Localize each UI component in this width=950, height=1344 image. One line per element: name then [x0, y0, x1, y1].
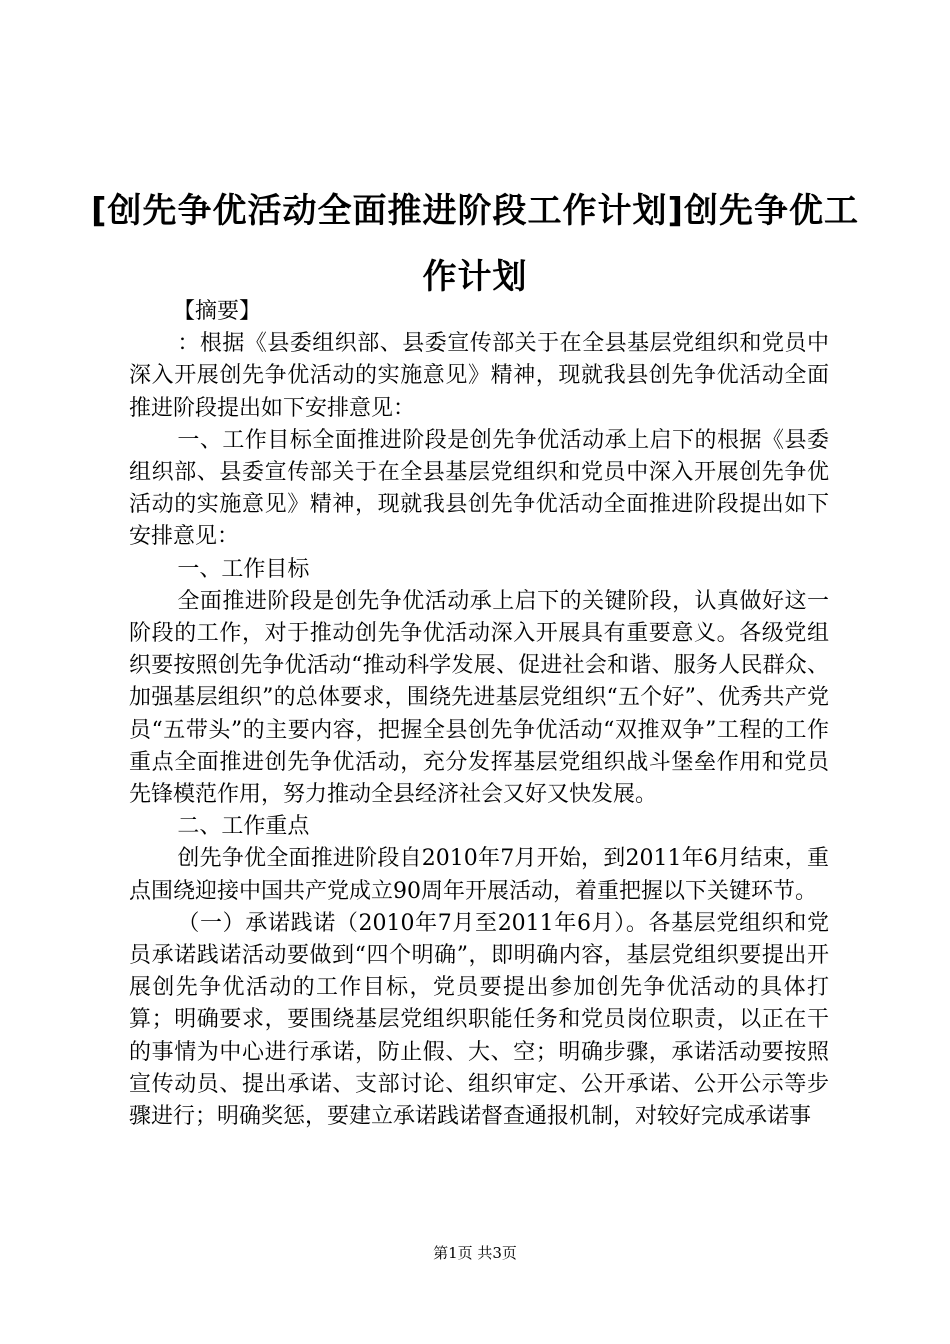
abstract-label: 【摘要】: [173, 299, 262, 324]
paragraph: 全面推进阶段是创先争优活动承上启下的关键阶段，认真做好这一阶段的工作，对于推动创先争优活动深入开展具有重要意义。各级党组织要按照创先争优活动“推动科学发展、促进社会和谐、服务人民群众、加强基层组织”的总体要求，围绕先进基层党组织“五个好”、优秀共产党员“五带头”的主要内容，把握全县创先争优活动“双推双争”工程的工作重点全面推进创先争优活动，充分发挥基层党组织战斗堡垒作用和党员先锋模范作用，努力推动全县经济社会又好又快发展。: [129, 588, 829, 808]
section-heading: 一、工作目标: [177, 556, 310, 582]
page-footer: 第1页 共3页: [433, 1244, 517, 1262]
section-heading: 二、工作重点: [177, 814, 310, 840]
paragraph: （一）承诺践诺（2010年7月至2011年6月）。各基层党组织和党员承诺践诺活动要做到“四个明确”，即明确内容，基层党组织要提出开展创先争优活动的工作目标，党员要提出参加创先争优活动的具体打算；明确要求，要围绕基层党组织职能任务和党员岗位职责，以正在干的事情为中心进行承诺，防止假、大、空；明确步骤，承诺活动要按照宣传动员、提出承诺、支部讨论、组织审定、公开承诺、公开公示等步骤进行；明确奖惩，要建立承诺践诺督查通报机制，对较好完成承诺事: [129, 910, 829, 1130]
paragraph: 创先争优全面推进阶段自2010年7月开始，到2011年6月结束，重点围绕迎接中国共产党成立90周年开展活动，着重把握以下关键环节。: [129, 846, 829, 904]
document-body: [129, 296, 829, 1133]
paragraph: ：根据《县委组织部、县委宣传部关于在全县基层党组织和党员中深入开展创先争优活动的实施意见》精神，现就我县创先争优活动全面推进阶段提出如下安排意见：: [129, 331, 829, 421]
paragraph: 一、工作目标全面推进阶段是创先争优活动承上启下的根据《县委组织部、县委宣传部关于在全县基层党组织和党员中深入开展创先争优活动的实施意见》精神，现就我县创先争优活动全面推进阶段提出如下安排意见：: [129, 427, 829, 550]
document-title: [创先争优活动全面推进阶段工作计划]创先争优工作计划: [90, 191, 860, 297]
